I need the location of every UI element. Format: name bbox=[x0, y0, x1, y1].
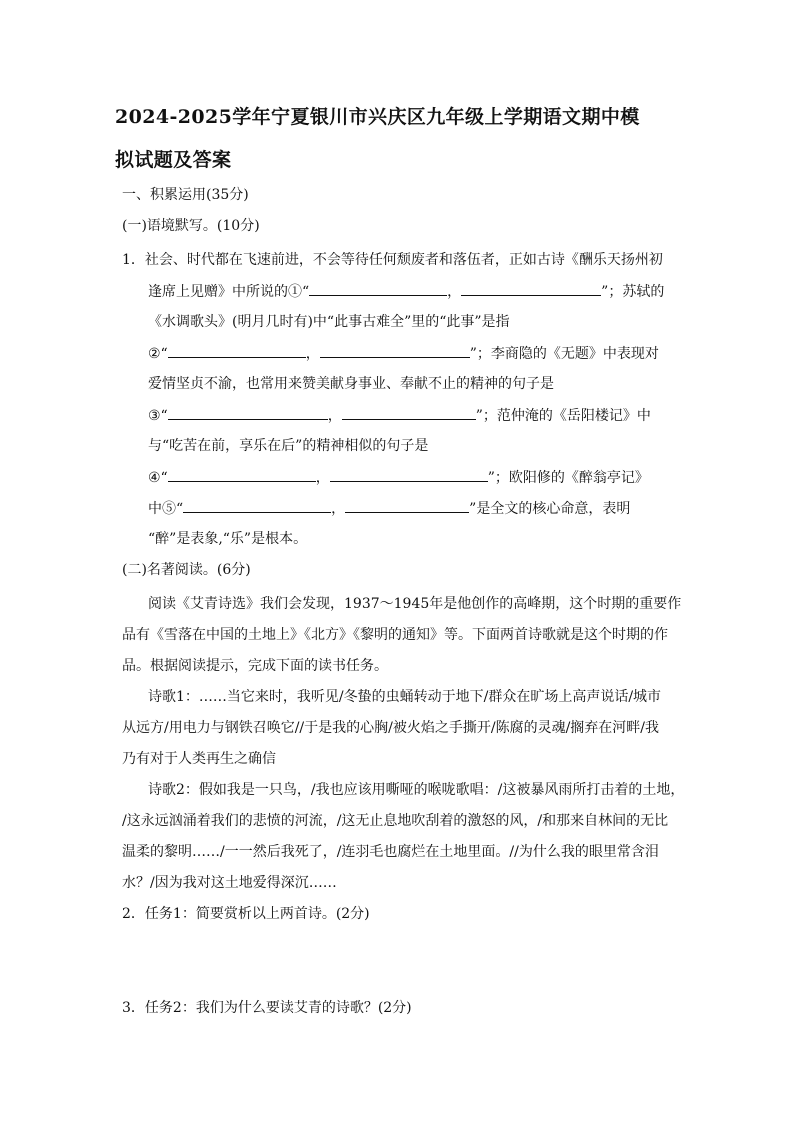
question-1-line-4 bbox=[148, 343, 659, 364]
question-1-line-8-suffix: ”；欧阳修的《醉翁亭记》 bbox=[487, 470, 649, 486]
poem-1-line-3: 乃有对于人类再生之确信 bbox=[122, 751, 276, 767]
question-1-line-4-prefix: ②“ bbox=[148, 346, 168, 362]
question-1-line-8-prefix: ④“ bbox=[148, 470, 168, 486]
blank-separator: ， bbox=[305, 346, 320, 362]
blank-separator: ， bbox=[331, 501, 346, 517]
question-1-line-6-suffix: ”；范仲淹的《岳阳楼记》中 bbox=[475, 408, 651, 424]
answer-blank-1a[interactable] bbox=[309, 281, 447, 296]
poem-2-line-1: 诗歌2：假如我是一只鸟，/我也应该用嘶哑的喉咙歌唱：/这被暴风雨所打击着的土地， bbox=[148, 782, 685, 798]
answer-blank-5b[interactable] bbox=[345, 498, 469, 513]
reading-intro-line-3: 品。根据阅读提示，完成下面的读书任务。 bbox=[122, 658, 388, 674]
question-1-line-10: “醉”是表象,“乐”是根本。 bbox=[148, 531, 308, 547]
answer-blank-4b[interactable] bbox=[330, 467, 488, 482]
poem-2-line-4: 水？/因为我对这土地爱得深沉…… bbox=[122, 875, 337, 891]
answer-blank-1b[interactable] bbox=[461, 281, 601, 296]
question-1-line-7: 与“吃苦在前，享乐在后”的精神相似的句子是 bbox=[148, 438, 429, 454]
question-1-line-6 bbox=[148, 405, 651, 426]
reading-intro-line-2: 品有《雪落在中国的土地上》《北方》《黎明的通知》等。下面两首诗歌就是这个时期的作 bbox=[122, 627, 668, 643]
poem-2-line-2: /这永远汹涌着我们的悲愤的河流，/这无止息地吹刮着的激怒的风，/和那来自林间的无比 bbox=[122, 813, 669, 829]
question-1-line-4-suffix: ”；李商隐的《无题》中表现对 bbox=[469, 346, 659, 362]
answer-blank-3b[interactable] bbox=[342, 405, 476, 420]
question-1-line-8 bbox=[148, 467, 649, 488]
answer-blank-3a[interactable] bbox=[168, 405, 328, 420]
answer-blank-4a[interactable] bbox=[168, 467, 316, 482]
document-title-line-1: 2024-2025学年宁夏银川市兴庆区九年级上学期语文期中模 bbox=[115, 106, 640, 128]
poem-2-line-3: 温柔的黎明……/一一然后我死了，/连羽毛也腐烂在土地里面。//为什么我的眼里常含泪 bbox=[122, 844, 659, 860]
blank-separator: ， bbox=[327, 408, 342, 424]
question-1-line-1: 1．社会、时代都在飞速前进，不会等待任何颓废者和落伍者，正如古诗《酬乐天扬州初 bbox=[122, 252, 663, 268]
document-title-line-2: 拟试题及答案 bbox=[115, 149, 232, 171]
answer-blank-2b[interactable] bbox=[320, 343, 470, 358]
question-1-line-9-prefix: 中⑤“ bbox=[148, 501, 184, 517]
question-1-line-2-prefix: 逢席上见赠》中所说的①“ bbox=[148, 284, 310, 300]
question-2: 2．任务1：简要赏析以上两首诗。(2分) bbox=[122, 906, 370, 922]
poem-1-line-2: 从远方/用电力与钢铁召唤它//于是我的心胸/被火焰之手撕开/陈腐的灵魂/搁弃在河畔/我 bbox=[122, 720, 660, 736]
section-heading-accumulation: 一、积累运用(35分) bbox=[122, 187, 249, 203]
blank-separator: ， bbox=[447, 284, 462, 300]
question-1-line-5: 爱情坚贞不渝，也常用来赞美献身事业、奉献不止的精神的句子是 bbox=[148, 376, 554, 392]
subsection-heading-classics: (二)名著阅读。(6分) bbox=[122, 562, 251, 578]
poem-1-line-1: 诗歌1：……当它来时，我听见/冬蛰的虫蛹转动于地下/群众在旷场上高声说话/城市 bbox=[148, 689, 662, 705]
question-1-line-2 bbox=[148, 281, 664, 302]
answer-blank-2a[interactable] bbox=[168, 343, 306, 358]
question-1-line-9-suffix: ”是全文的核心命意，表明 bbox=[469, 501, 631, 517]
question-3: 3．任务2：我们为什么要读艾青的诗歌？(2分) bbox=[122, 1000, 412, 1016]
subsection-heading-dictation: (一)语境默写。(10分) bbox=[122, 218, 260, 234]
question-1-line-9 bbox=[148, 498, 630, 519]
answer-blank-5a[interactable] bbox=[183, 498, 331, 513]
question-1-line-2-suffix: ”；苏轼的 bbox=[601, 284, 665, 300]
question-1-line-3: 《水调歌头》(明月几时有)中“此事古难全”里的“此事”是指 bbox=[148, 314, 510, 330]
reading-intro-line-1: 阅读《艾青诗选》我们会发现，1937～1945年是他创作的高峰期，这个时期的重要作 bbox=[148, 596, 682, 612]
question-1-line-6-prefix: ③“ bbox=[148, 408, 168, 424]
blank-separator: ， bbox=[315, 470, 330, 486]
